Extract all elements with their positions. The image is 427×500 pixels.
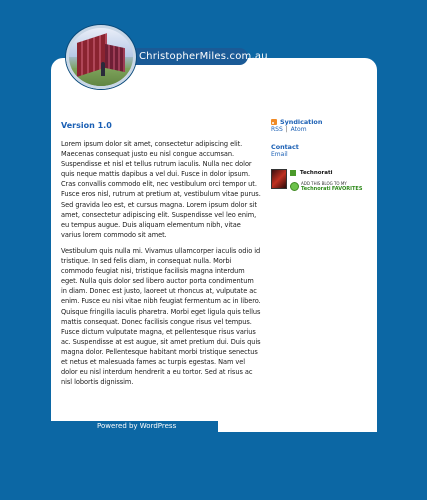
technorati-avatar[interactable] — [271, 169, 287, 189]
post-paragraph-1: Lorem ipsum dolor sit amet, consectetur adipiscing elit. Maecenas consequat justo eu nisl congue accumsan. Suspendisse et nisl et tellus rutrum iaculis. Nulla nec dolor quis neque mattis dapibus a vel dui. Fusce in dolor ipsum. Cras convallis commodo elit, nec vestibulum orci tempor ut. Fusce eros nisl, rutrum at pretium at, vestibulum vitae purus. Sed gravida leo est, et cursus magna. Lorem ipsum dolor sit amet, consectetur adipiscing elit. Suspendisse vel leo enim, eu tempus augue. Duis aliquam elementum nibh, vitae varius lorem commodo sit amet. — [61, 140, 261, 239]
syndication-heading-label: Syndication — [280, 118, 323, 126]
logo-building-secondary — [105, 44, 125, 72]
post-content — [61, 120, 261, 393]
footer-card-edge — [218, 421, 377, 432]
post-title[interactable]: Version 1.0 — [61, 121, 112, 130]
syndication-heading — [271, 118, 371, 126]
rss-link[interactable]: RSS — [271, 126, 283, 133]
site-logo-photo[interactable] — [66, 25, 136, 89]
contact-section — [271, 143, 371, 159]
syndication-links — [271, 126, 371, 134]
technorati-logo-icon — [290, 182, 299, 191]
technorati-favorites-badge[interactable] — [290, 181, 362, 192]
favorites-badge-word: FAVORITES — [331, 186, 363, 192]
favorites-badge-text — [301, 181, 362, 192]
sidebar — [271, 118, 371, 192]
contact-heading: Contact — [271, 143, 299, 151]
technorati-label-row[interactable] — [290, 169, 362, 177]
atom-link[interactable]: Atom — [290, 126, 307, 133]
favorites-badge-line1: ADD THIS BLOG TO MY — [301, 181, 347, 186]
contact-links — [271, 151, 371, 159]
technorati-check-icon — [290, 170, 296, 176]
favorites-badge-brand: Technorati — [301, 186, 331, 192]
technorati-widget — [290, 169, 362, 192]
rss-icon — [271, 119, 277, 125]
logo-person — [101, 62, 105, 76]
email-link[interactable]: Email — [271, 151, 288, 158]
site-title[interactable]: ChristopherMiles.com.au — [139, 51, 268, 62]
technorati-section — [271, 169, 371, 192]
technorati-label: Technorati — [299, 170, 333, 176]
powered-by-wordpress[interactable]: Powered by WordPress — [97, 422, 177, 430]
link-separator: | — [285, 126, 288, 133]
post-paragraph-2: Vestibulum quis nulla mi. Vivamus ullamcorper iaculis odio id tristique. In sed felis diam, in consequat nulla. Morbi commodo feugiat nisi, tristique facilisis magna interdum eget. Nulla quis dolor sed libero auctor porta condimentum in diam. Donec est justo, laoreet ut rhoncus at, vulputate ac enim. Fusce eu nisi vitae nibh feugiat fermentum ac in libero. Quisque fringilla iaculis pharetra. Morbi eget ligula quis tellus mattis consequat. Donec facilisis congue risus vel tempus. Fusce dictum vulputate magna, et pellentesque risus varius ac. Suspendisse at est augue, sit amet pretium dui. Duis quis magna dolor. Pellentesque habitant morbi tristique senectus et netus et malesuada fames ac turpis egestas. Nam vel dolor eu nisl interdum hendrerit a eu tortor. Sed at risus ac nisl lobortis dignissim. — [61, 246, 261, 387]
